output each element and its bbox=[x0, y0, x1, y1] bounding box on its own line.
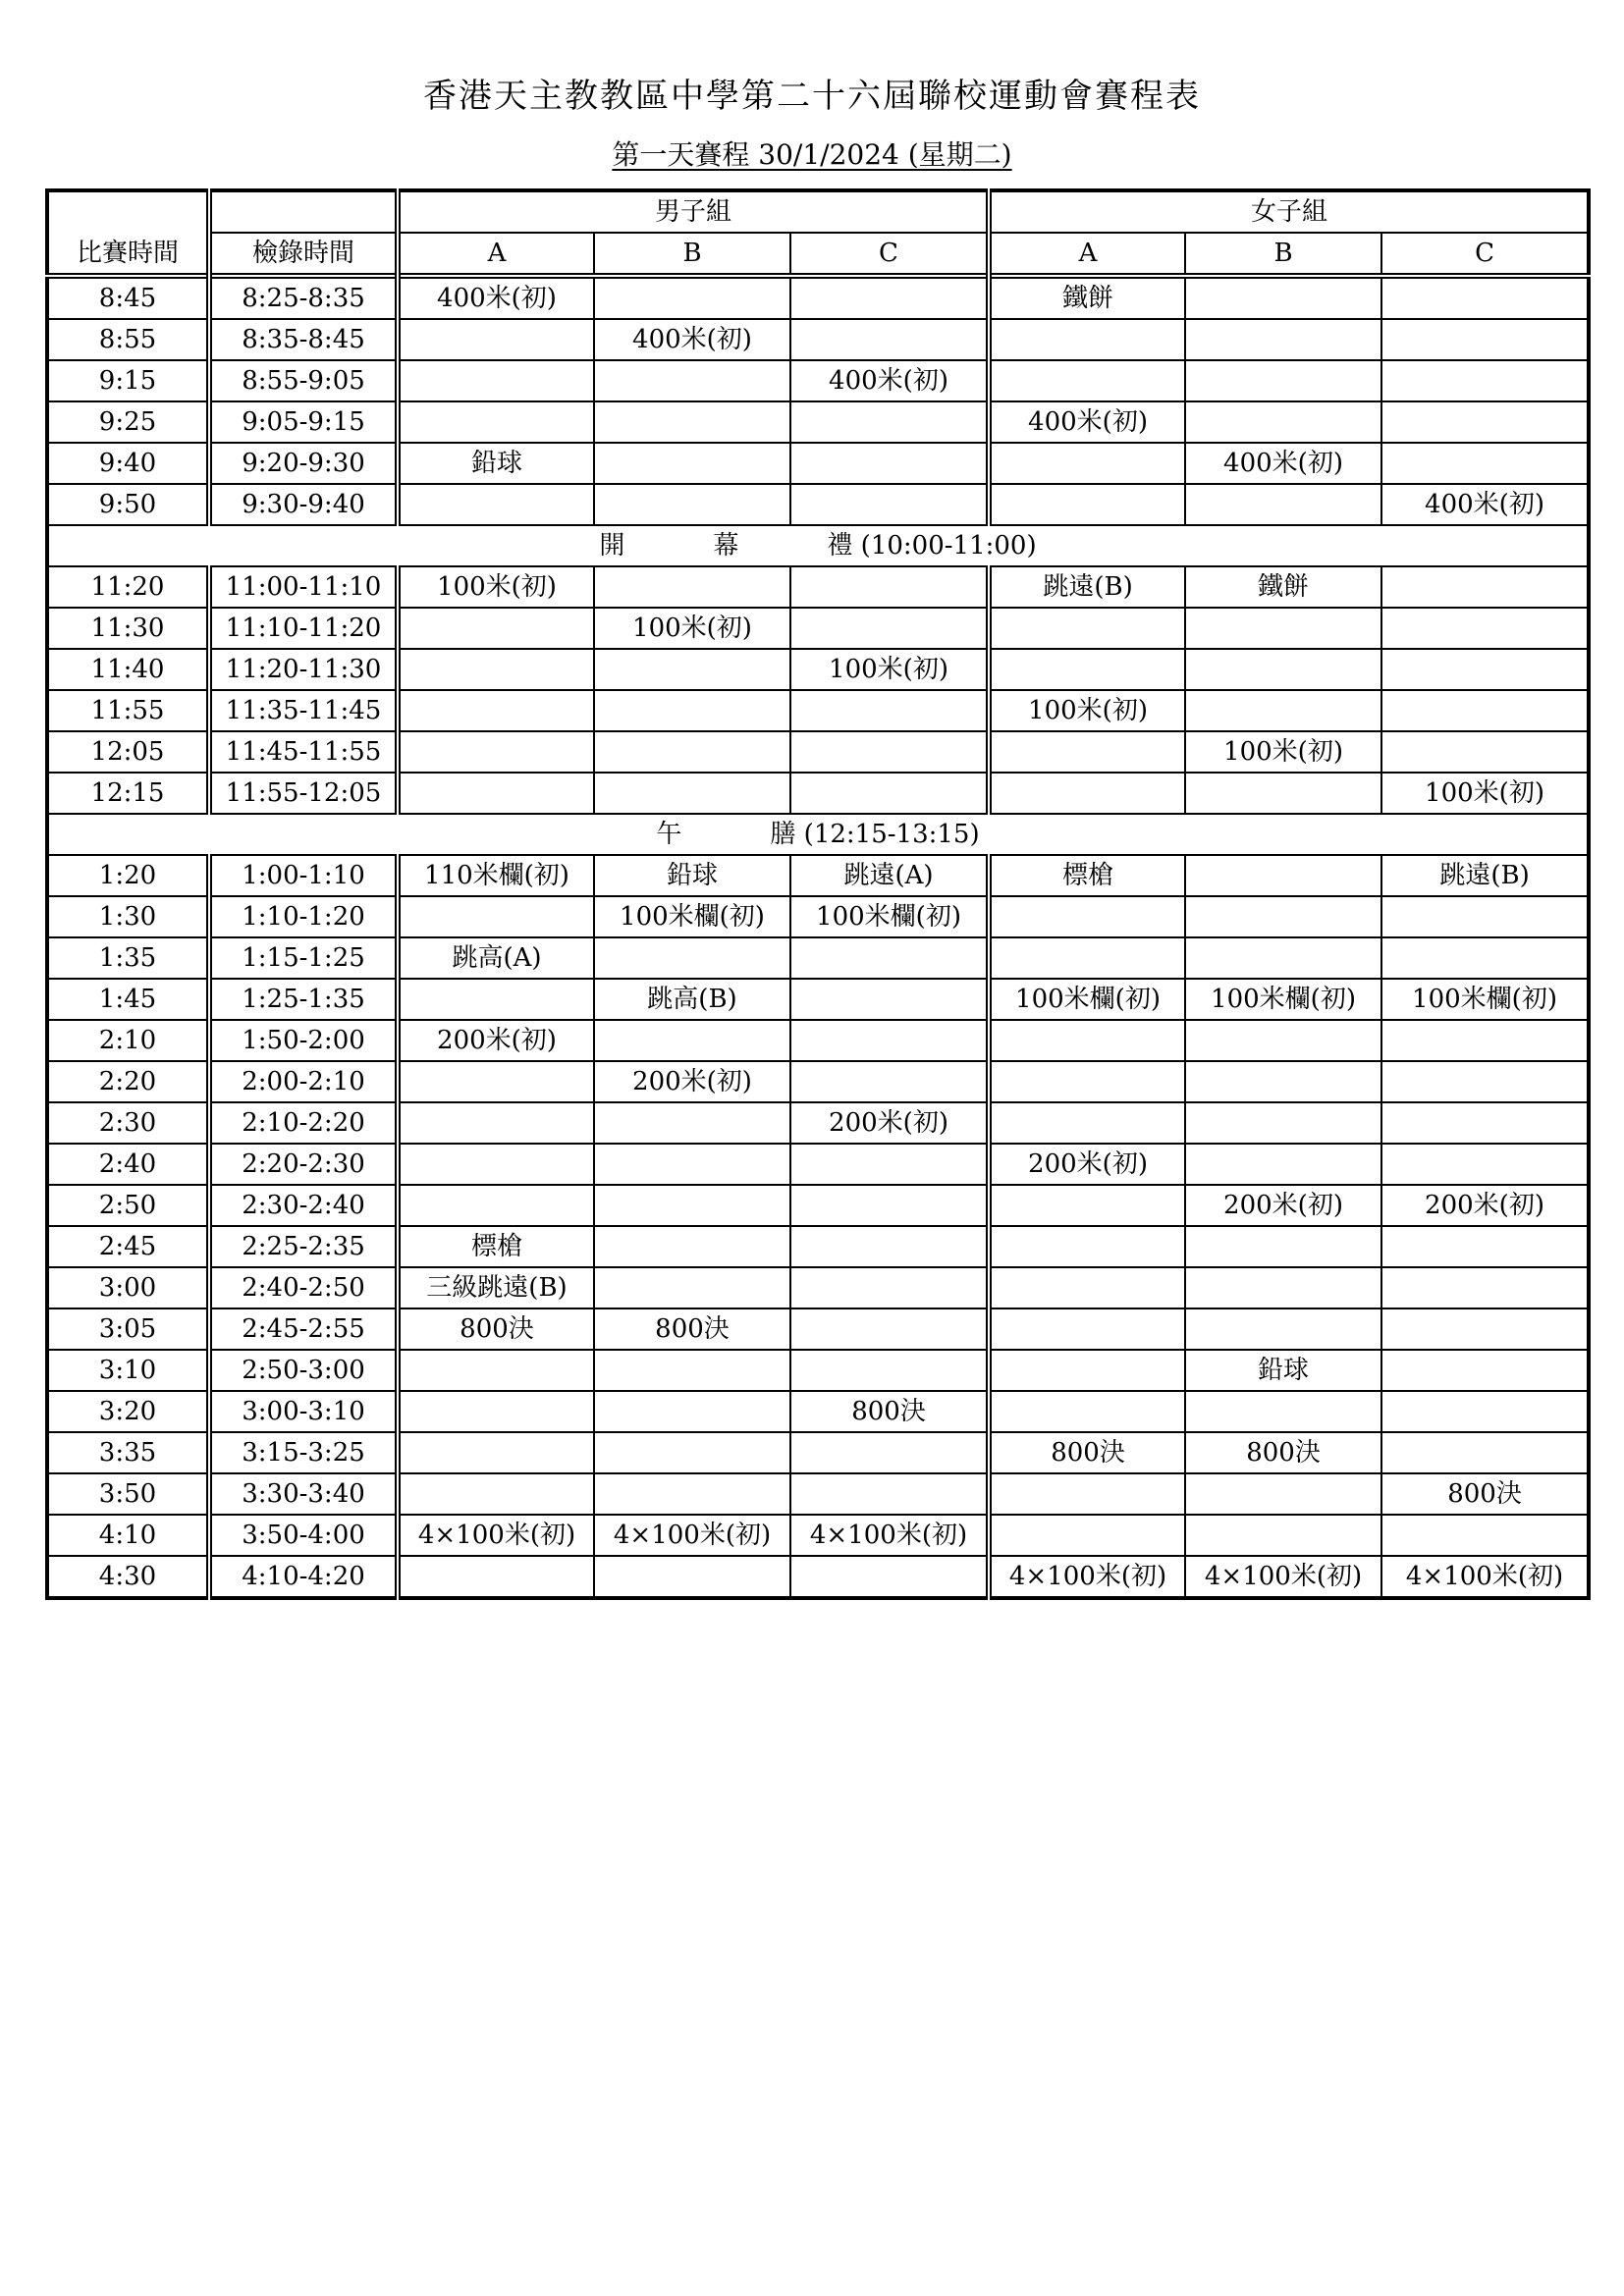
event-cell-girls-a bbox=[989, 1226, 1185, 1267]
event-cell-girls-c bbox=[1381, 1308, 1589, 1350]
event-cell-girls-a bbox=[989, 319, 1185, 360]
match-time-cell: 3:00 bbox=[47, 1267, 209, 1308]
event-cell-girls-c bbox=[1381, 401, 1589, 443]
checkin-time-header: 檢錄時間 bbox=[209, 233, 398, 276]
match-time-cell: 12:15 bbox=[47, 773, 209, 814]
match-time-cell: 3:50 bbox=[47, 1473, 209, 1515]
checkin-time-cell: 1:25-1:35 bbox=[209, 979, 398, 1020]
schedule-row bbox=[47, 276, 1589, 319]
event-cell-boys-b bbox=[594, 773, 790, 814]
event-cell-boys-c bbox=[790, 1350, 989, 1391]
event-cell-girls-a bbox=[989, 1350, 1185, 1391]
event-cell-boys-c bbox=[790, 1144, 989, 1185]
event-cell-girls-a: 200米(初) bbox=[989, 1144, 1185, 1185]
break-row bbox=[47, 814, 1589, 855]
checkin-time-cell: 9:05-9:15 bbox=[209, 401, 398, 443]
event-cell-boys-c bbox=[790, 1185, 989, 1226]
break-label-part: 開 bbox=[599, 531, 625, 561]
match-time-cell: 2:45 bbox=[47, 1226, 209, 1267]
event-cell-boys-b: 800決 bbox=[594, 1308, 790, 1350]
event-cell-girls-c bbox=[1381, 566, 1589, 608]
event-cell-girls-c: 4×100米(初) bbox=[1381, 1556, 1589, 1598]
schedule-row bbox=[47, 608, 1589, 649]
event-cell-boys-b: 4×100米(初) bbox=[594, 1515, 790, 1556]
event-cell-boys-b bbox=[594, 484, 790, 525]
girls-division-c-header: C bbox=[1381, 233, 1589, 276]
event-cell-girls-b bbox=[1185, 1144, 1381, 1185]
event-cell-girls-b: 100米欄(初) bbox=[1185, 979, 1381, 1020]
checkin-time-cell: 8:35-8:45 bbox=[209, 319, 398, 360]
event-cell-girls-c bbox=[1381, 937, 1589, 979]
event-cell-girls-b bbox=[1185, 1020, 1381, 1061]
checkin-time-cell: 2:00-2:10 bbox=[209, 1061, 398, 1102]
match-time-cell: 3:20 bbox=[47, 1391, 209, 1432]
match-time-cell: 3:35 bbox=[47, 1432, 209, 1473]
event-cell-boys-c: 100米(初) bbox=[790, 649, 989, 690]
event-cell-girls-b bbox=[1185, 937, 1381, 979]
match-time-cell: 9:25 bbox=[47, 401, 209, 443]
event-cell-boys-a bbox=[398, 319, 594, 360]
event-cell-girls-b bbox=[1185, 1391, 1381, 1432]
match-time-header: 比賽時間 bbox=[47, 233, 209, 276]
event-cell-boys-c bbox=[790, 1473, 989, 1515]
schedule-row bbox=[47, 319, 1589, 360]
girls-division-b-header: B bbox=[1185, 233, 1381, 276]
event-cell-girls-a bbox=[989, 1185, 1185, 1226]
event-cell-girls-b bbox=[1185, 649, 1381, 690]
event-cell-boys-a bbox=[398, 1391, 594, 1432]
event-cell-boys-c bbox=[790, 566, 989, 608]
match-time-cell: 4:30 bbox=[47, 1556, 209, 1598]
event-cell-boys-c bbox=[790, 443, 989, 484]
event-cell-girls-b bbox=[1185, 360, 1381, 401]
event-cell-boys-c bbox=[790, 608, 989, 649]
match-time-cell: 3:05 bbox=[47, 1308, 209, 1350]
break-label-part: 禮 (10:00-11:00) bbox=[827, 531, 1037, 561]
checkin-time-cell: 2:30-2:40 bbox=[209, 1185, 398, 1226]
event-cell-boys-b bbox=[594, 731, 790, 773]
event-cell-girls-b bbox=[1185, 276, 1381, 319]
match-time-cell: 9:40 bbox=[47, 443, 209, 484]
schedule-row bbox=[47, 1102, 1589, 1144]
event-cell-girls-c bbox=[1381, 1267, 1589, 1308]
schedule-row bbox=[47, 1061, 1589, 1102]
event-cell-boys-a: 400米(初) bbox=[398, 276, 594, 319]
schedule-row bbox=[47, 896, 1589, 937]
match-time-cell: 1:30 bbox=[47, 896, 209, 937]
event-cell-boys-b: 100米(初) bbox=[594, 608, 790, 649]
break-label-part: 午 bbox=[656, 820, 682, 849]
match-time-cell: 11:30 bbox=[47, 608, 209, 649]
schedule-row bbox=[47, 1473, 1589, 1515]
match-time-cell: 2:30 bbox=[47, 1102, 209, 1144]
event-cell-girls-b: 400米(初) bbox=[1185, 443, 1381, 484]
schedule-row bbox=[47, 443, 1589, 484]
event-cell-boys-b bbox=[594, 937, 790, 979]
event-cell-girls-a: 400米(初) bbox=[989, 401, 1185, 443]
checkin-time-cell: 1:10-1:20 bbox=[209, 896, 398, 937]
checkin-time-cell: 1:50-2:00 bbox=[209, 1020, 398, 1061]
match-time-cell: 11:55 bbox=[47, 690, 209, 731]
event-cell-girls-b bbox=[1185, 1308, 1381, 1350]
break-label-part: 幕 bbox=[713, 531, 739, 561]
event-cell-girls-a bbox=[989, 731, 1185, 773]
header-row-groups bbox=[47, 190, 1589, 233]
event-cell-girls-c bbox=[1381, 319, 1589, 360]
event-cell-boys-b bbox=[594, 276, 790, 319]
boys-division-c-header: C bbox=[790, 233, 989, 276]
girls-division-a-header: A bbox=[989, 233, 1185, 276]
event-cell-boys-b bbox=[594, 1267, 790, 1308]
event-cell-boys-a bbox=[398, 649, 594, 690]
match-time-cell: 12:05 bbox=[47, 731, 209, 773]
match-time-cell: 9:50 bbox=[47, 484, 209, 525]
event-cell-boys-b: 鉛球 bbox=[594, 855, 790, 896]
event-cell-girls-b bbox=[1185, 896, 1381, 937]
event-cell-girls-a: 100米欄(初) bbox=[989, 979, 1185, 1020]
event-cell-girls-c bbox=[1381, 1515, 1589, 1556]
event-cell-girls-a bbox=[989, 443, 1185, 484]
event-cell-boys-c bbox=[790, 1020, 989, 1061]
checkin-time-cell: 3:00-3:10 bbox=[209, 1391, 398, 1432]
match-time-cell: 1:45 bbox=[47, 979, 209, 1020]
checkin-time-cell: 11:10-11:20 bbox=[209, 608, 398, 649]
schedule-row bbox=[47, 360, 1589, 401]
match-time-cell: 2:40 bbox=[47, 1144, 209, 1185]
event-cell-boys-b: 跳高(B) bbox=[594, 979, 790, 1020]
event-cell-girls-c: 800決 bbox=[1381, 1473, 1589, 1515]
event-cell-girls-a: 100米(初) bbox=[989, 690, 1185, 731]
schedule-row bbox=[47, 937, 1589, 979]
schedule-row bbox=[47, 1350, 1589, 1391]
event-cell-girls-c bbox=[1381, 690, 1589, 731]
event-cell-boys-a: 800決 bbox=[398, 1308, 594, 1350]
event-cell-boys-a: 4×100米(初) bbox=[398, 1515, 594, 1556]
event-cell-girls-c bbox=[1381, 276, 1589, 319]
checkin-time-cell: 1:00-1:10 bbox=[209, 855, 398, 896]
checkin-time-cell: 9:30-9:40 bbox=[209, 484, 398, 525]
event-cell-girls-a: 鐵餅 bbox=[989, 276, 1185, 319]
header-row-divisions bbox=[47, 233, 1589, 276]
event-cell-boys-a bbox=[398, 1144, 594, 1185]
event-cell-girls-c: 100米(初) bbox=[1381, 773, 1589, 814]
schedule-row bbox=[47, 1267, 1589, 1308]
event-cell-boys-a: 三級跳遠(B) bbox=[398, 1267, 594, 1308]
checkin-time-cell: 3:50-4:00 bbox=[209, 1515, 398, 1556]
event-cell-girls-c bbox=[1381, 443, 1589, 484]
checkin-time-cell: 11:35-11:45 bbox=[209, 690, 398, 731]
event-cell-girls-a bbox=[989, 1267, 1185, 1308]
event-cell-girls-b bbox=[1185, 773, 1381, 814]
checkin-time-cell: 2:20-2:30 bbox=[209, 1144, 398, 1185]
event-cell-girls-c: 跳遠(B) bbox=[1381, 855, 1589, 896]
match-time-cell: 3:10 bbox=[47, 1350, 209, 1391]
event-cell-boys-b bbox=[594, 1144, 790, 1185]
event-cell-girls-b bbox=[1185, 401, 1381, 443]
event-cell-girls-b bbox=[1185, 1473, 1381, 1515]
event-cell-girls-b bbox=[1185, 855, 1381, 896]
checkin-time-cell: 11:20-11:30 bbox=[209, 649, 398, 690]
event-cell-boys-b: 400米(初) bbox=[594, 319, 790, 360]
event-cell-boys-a bbox=[398, 896, 594, 937]
match-time-cell: 4:10 bbox=[47, 1515, 209, 1556]
checkin-time-cell: 2:25-2:35 bbox=[209, 1226, 398, 1267]
checkin-time-cell: 3:30-3:40 bbox=[209, 1473, 398, 1515]
event-cell-boys-c bbox=[790, 1432, 989, 1473]
event-cell-girls-b bbox=[1185, 1061, 1381, 1102]
schedule-row bbox=[47, 979, 1589, 1020]
schedule-table bbox=[45, 188, 1591, 1600]
schedule-row bbox=[47, 1432, 1589, 1473]
match-time-cell: 2:50 bbox=[47, 1185, 209, 1226]
event-cell-girls-c bbox=[1381, 1226, 1589, 1267]
event-cell-girls-b: 800決 bbox=[1185, 1432, 1381, 1473]
document-title: 香港天主教教區中學第二十六屆聯校運動會賽程表 bbox=[423, 77, 1201, 116]
event-cell-boys-c bbox=[790, 1308, 989, 1350]
event-cell-girls-a bbox=[989, 360, 1185, 401]
event-cell-girls-a bbox=[989, 608, 1185, 649]
break-row bbox=[47, 525, 1589, 566]
match-time-cell: 11:40 bbox=[47, 649, 209, 690]
event-cell-boys-b bbox=[594, 1473, 790, 1515]
event-cell-boys-a bbox=[398, 979, 594, 1020]
checkin-time-cell: 2:50-3:00 bbox=[209, 1350, 398, 1391]
event-cell-girls-a bbox=[989, 484, 1185, 525]
event-cell-boys-a bbox=[398, 690, 594, 731]
event-cell-girls-b bbox=[1185, 608, 1381, 649]
event-cell-girls-c bbox=[1381, 1061, 1589, 1102]
checkin-time-cell: 11:45-11:55 bbox=[209, 731, 398, 773]
event-cell-boys-b: 200米(初) bbox=[594, 1061, 790, 1102]
event-cell-girls-a bbox=[989, 896, 1185, 937]
schedule-row bbox=[47, 1144, 1589, 1185]
schedule-row bbox=[47, 1185, 1589, 1226]
event-cell-girls-c bbox=[1381, 1350, 1589, 1391]
match-time-cell: 8:45 bbox=[47, 276, 209, 319]
checkin-time-cell: 3:15-3:25 bbox=[209, 1432, 398, 1473]
event-cell-girls-a bbox=[989, 1308, 1185, 1350]
event-cell-boys-b bbox=[594, 566, 790, 608]
schedule-row bbox=[47, 566, 1589, 608]
match-time-cell: 2:20 bbox=[47, 1061, 209, 1102]
event-cell-girls-b bbox=[1185, 484, 1381, 525]
event-cell-boys-a bbox=[398, 401, 594, 443]
event-cell-girls-b: 100米(初) bbox=[1185, 731, 1381, 773]
schedule-row bbox=[47, 773, 1589, 814]
event-cell-girls-c bbox=[1381, 649, 1589, 690]
event-cell-girls-b bbox=[1185, 690, 1381, 731]
checkin-time-cell: 2:40-2:50 bbox=[209, 1267, 398, 1308]
event-cell-boys-a bbox=[398, 773, 594, 814]
event-cell-girls-a: 標槍 bbox=[989, 855, 1185, 896]
event-cell-boys-b bbox=[594, 1350, 790, 1391]
event-cell-girls-c: 100米欄(初) bbox=[1381, 979, 1589, 1020]
event-cell-boys-b: 100米欄(初) bbox=[594, 896, 790, 937]
break-row-label bbox=[47, 814, 1589, 855]
checkin-time-cell: 1:15-1:25 bbox=[209, 937, 398, 979]
match-time-header-top bbox=[47, 190, 209, 233]
event-cell-boys-c bbox=[790, 979, 989, 1020]
subtitle-wrapper bbox=[0, 137, 1624, 173]
checkin-time-cell: 4:10-4:20 bbox=[209, 1556, 398, 1598]
event-cell-girls-a: 4×100米(初) bbox=[989, 1556, 1185, 1598]
event-cell-boys-c bbox=[790, 1061, 989, 1102]
event-cell-girls-c bbox=[1381, 1432, 1589, 1473]
event-cell-boys-c bbox=[790, 1267, 989, 1308]
event-cell-girls-c bbox=[1381, 896, 1589, 937]
schedule-row bbox=[47, 1515, 1589, 1556]
event-cell-boys-b bbox=[594, 1391, 790, 1432]
event-cell-girls-a bbox=[989, 1391, 1185, 1432]
schedule-row bbox=[47, 731, 1589, 773]
event-cell-girls-a bbox=[989, 1515, 1185, 1556]
event-cell-boys-a: 鉛球 bbox=[398, 443, 594, 484]
event-cell-boys-a bbox=[398, 1350, 594, 1391]
event-cell-boys-b bbox=[594, 443, 790, 484]
event-cell-girls-b: 4×100米(初) bbox=[1185, 1556, 1381, 1598]
checkin-time-cell: 11:55-12:05 bbox=[209, 773, 398, 814]
checkin-time-cell: 11:00-11:10 bbox=[209, 566, 398, 608]
event-cell-girls-a bbox=[989, 1020, 1185, 1061]
schedule-row bbox=[47, 1308, 1589, 1350]
event-cell-boys-c bbox=[790, 773, 989, 814]
event-cell-girls-c: 400米(初) bbox=[1381, 484, 1589, 525]
event-cell-girls-c bbox=[1381, 1020, 1589, 1061]
boys-division-b-header: B bbox=[594, 233, 790, 276]
checkin-time-cell: 2:10-2:20 bbox=[209, 1102, 398, 1144]
event-cell-girls-c bbox=[1381, 1391, 1589, 1432]
girls-group-header: 女子組 bbox=[989, 190, 1589, 233]
event-cell-boys-a: 110米欄(初) bbox=[398, 855, 594, 896]
event-cell-boys-a: 200米(初) bbox=[398, 1020, 594, 1061]
event-cell-boys-a bbox=[398, 1473, 594, 1515]
event-cell-boys-b bbox=[594, 690, 790, 731]
event-cell-boys-a bbox=[398, 1102, 594, 1144]
event-cell-boys-c bbox=[790, 1556, 989, 1598]
event-cell-boys-c bbox=[790, 401, 989, 443]
event-cell-girls-a: 跳遠(B) bbox=[989, 566, 1185, 608]
event-cell-girls-c bbox=[1381, 360, 1589, 401]
break-label-part: 膳 (12:15-13:15) bbox=[770, 820, 980, 849]
event-cell-girls-b bbox=[1185, 1226, 1381, 1267]
event-cell-boys-b bbox=[594, 401, 790, 443]
event-cell-boys-b bbox=[594, 1102, 790, 1144]
event-cell-girls-c bbox=[1381, 1144, 1589, 1185]
schedule-row bbox=[47, 1391, 1589, 1432]
checkin-time-cell: 9:20-9:30 bbox=[209, 443, 398, 484]
event-cell-boys-b bbox=[594, 360, 790, 401]
boys-group-header: 男子組 bbox=[398, 190, 989, 233]
event-cell-boys-c bbox=[790, 937, 989, 979]
match-time-cell: 8:55 bbox=[47, 319, 209, 360]
event-cell-boys-a bbox=[398, 608, 594, 649]
event-cell-boys-a bbox=[398, 1185, 594, 1226]
event-cell-girls-a bbox=[989, 1102, 1185, 1144]
schedule-row bbox=[47, 1020, 1589, 1061]
event-cell-boys-c: 100米欄(初) bbox=[790, 896, 989, 937]
event-cell-boys-c bbox=[790, 1226, 989, 1267]
event-cell-boys-c: 800決 bbox=[790, 1391, 989, 1432]
event-cell-boys-b bbox=[594, 1556, 790, 1598]
event-cell-girls-b bbox=[1185, 1267, 1381, 1308]
event-cell-girls-c: 200米(初) bbox=[1381, 1185, 1589, 1226]
event-cell-boys-a bbox=[398, 731, 594, 773]
event-cell-boys-a: 跳高(A) bbox=[398, 937, 594, 979]
event-cell-boys-b bbox=[594, 649, 790, 690]
event-cell-boys-a bbox=[398, 1556, 594, 1598]
event-cell-boys-c: 4×100米(初) bbox=[790, 1515, 989, 1556]
schedule-row bbox=[47, 855, 1589, 896]
event-cell-boys-c: 200米(初) bbox=[790, 1102, 989, 1144]
schedule-row bbox=[47, 649, 1589, 690]
event-cell-girls-a bbox=[989, 937, 1185, 979]
event-cell-boys-a: 標槍 bbox=[398, 1226, 594, 1267]
event-cell-boys-a bbox=[398, 360, 594, 401]
break-row-label bbox=[47, 525, 1589, 566]
event-cell-boys-a: 100米(初) bbox=[398, 566, 594, 608]
event-cell-girls-a bbox=[989, 649, 1185, 690]
match-time-cell: 9:15 bbox=[47, 360, 209, 401]
checkin-time-cell: 8:25-8:35 bbox=[209, 276, 398, 319]
event-cell-boys-c bbox=[790, 690, 989, 731]
event-cell-girls-a bbox=[989, 773, 1185, 814]
event-cell-girls-a bbox=[989, 1061, 1185, 1102]
event-cell-boys-b bbox=[594, 1020, 790, 1061]
event-cell-girls-c bbox=[1381, 1102, 1589, 1144]
event-cell-boys-a bbox=[398, 1061, 594, 1102]
event-cell-girls-b: 鐵餅 bbox=[1185, 566, 1381, 608]
event-cell-boys-b bbox=[594, 1226, 790, 1267]
event-cell-girls-b bbox=[1185, 1515, 1381, 1556]
event-cell-girls-b bbox=[1185, 319, 1381, 360]
schedule-row bbox=[47, 1226, 1589, 1267]
event-cell-girls-a bbox=[989, 1473, 1185, 1515]
schedule-row bbox=[47, 484, 1589, 525]
event-cell-girls-c bbox=[1381, 608, 1589, 649]
event-cell-boys-b bbox=[594, 1432, 790, 1473]
event-cell-boys-c: 跳遠(A) bbox=[790, 855, 989, 896]
event-cell-girls-c bbox=[1381, 731, 1589, 773]
event-cell-boys-c bbox=[790, 319, 989, 360]
schedule-row bbox=[47, 401, 1589, 443]
match-time-cell: 2:10 bbox=[47, 1020, 209, 1061]
event-cell-girls-b bbox=[1185, 1102, 1381, 1144]
day-subtitle: 第一天賽程 30/1/2024 (星期二) bbox=[612, 138, 1012, 171]
schedule-row bbox=[47, 690, 1589, 731]
match-time-cell: 11:20 bbox=[47, 566, 209, 608]
match-time-cell: 1:20 bbox=[47, 855, 209, 896]
event-cell-boys-a bbox=[398, 1432, 594, 1473]
event-cell-boys-c bbox=[790, 731, 989, 773]
schedule-row bbox=[47, 1556, 1589, 1598]
event-cell-boys-c bbox=[790, 484, 989, 525]
event-cell-girls-b: 鉛球 bbox=[1185, 1350, 1381, 1391]
checkin-time-cell: 2:45-2:55 bbox=[209, 1308, 398, 1350]
boys-division-a-header: A bbox=[398, 233, 594, 276]
event-cell-boys-b bbox=[594, 1185, 790, 1226]
event-cell-boys-c bbox=[790, 276, 989, 319]
event-cell-boys-c: 400米(初) bbox=[790, 360, 989, 401]
event-cell-girls-a: 800決 bbox=[989, 1432, 1185, 1473]
event-cell-boys-a bbox=[398, 484, 594, 525]
checkin-time-cell: 8:55-9:05 bbox=[209, 360, 398, 401]
event-cell-girls-b: 200米(初) bbox=[1185, 1185, 1381, 1226]
match-time-cell: 1:35 bbox=[47, 937, 209, 979]
checkin-time-header-top bbox=[209, 190, 398, 233]
